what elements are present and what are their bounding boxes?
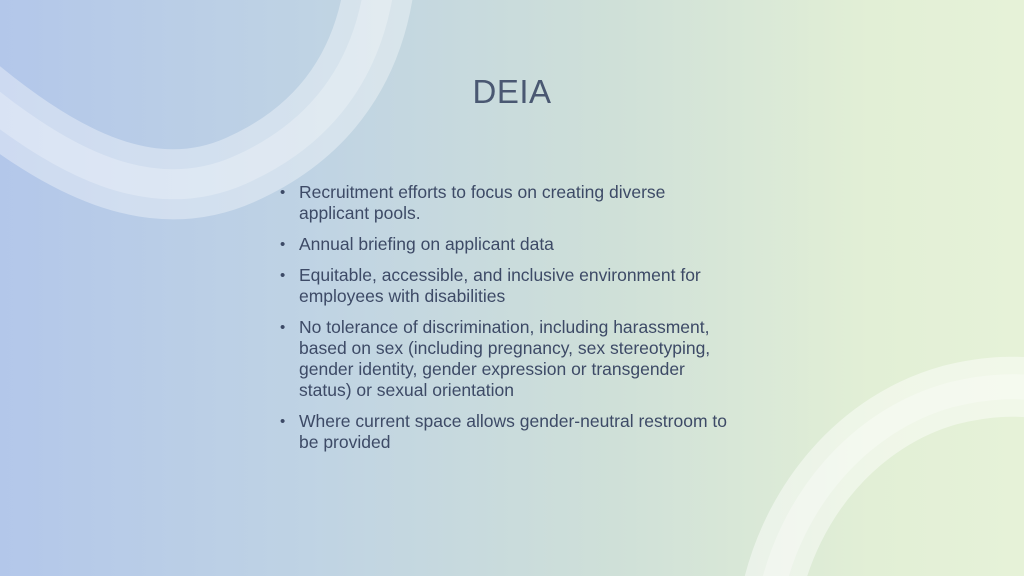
bullet-text: Recruitment efforts to focus on creating diverse applicant pools.: [299, 182, 666, 223]
slide-title: DEIA: [472, 73, 552, 110]
bullet-dot-icon: •: [280, 413, 286, 430]
bullet-text: No tolerance of discrimination, including harassment, based on sex (including pregnancy, sex stereotyping, gender identity, gender expression or transgender status) or sexual orientation: [299, 317, 711, 400]
bullet-dot-icon: •: [280, 184, 286, 201]
bullet-dot-icon: •: [280, 236, 286, 253]
bullet-item: [280, 265, 740, 307]
bullet-item: [280, 317, 740, 401]
bullet-item: [280, 182, 740, 224]
bullet-dot-icon: •: [280, 319, 286, 336]
bullet-text: Where current space allows gender-neutral restroom to be provided: [299, 411, 727, 452]
bullet-text: Equitable, accessible, and inclusive environment for employees with disabilities: [299, 265, 701, 306]
bullet-dot-icon: •: [280, 267, 286, 284]
bullet-item: [280, 411, 740, 453]
bullet-item: [280, 234, 740, 255]
bullet-text: Annual briefing on applicant data: [299, 234, 554, 254]
bullet-list: [280, 182, 740, 463]
